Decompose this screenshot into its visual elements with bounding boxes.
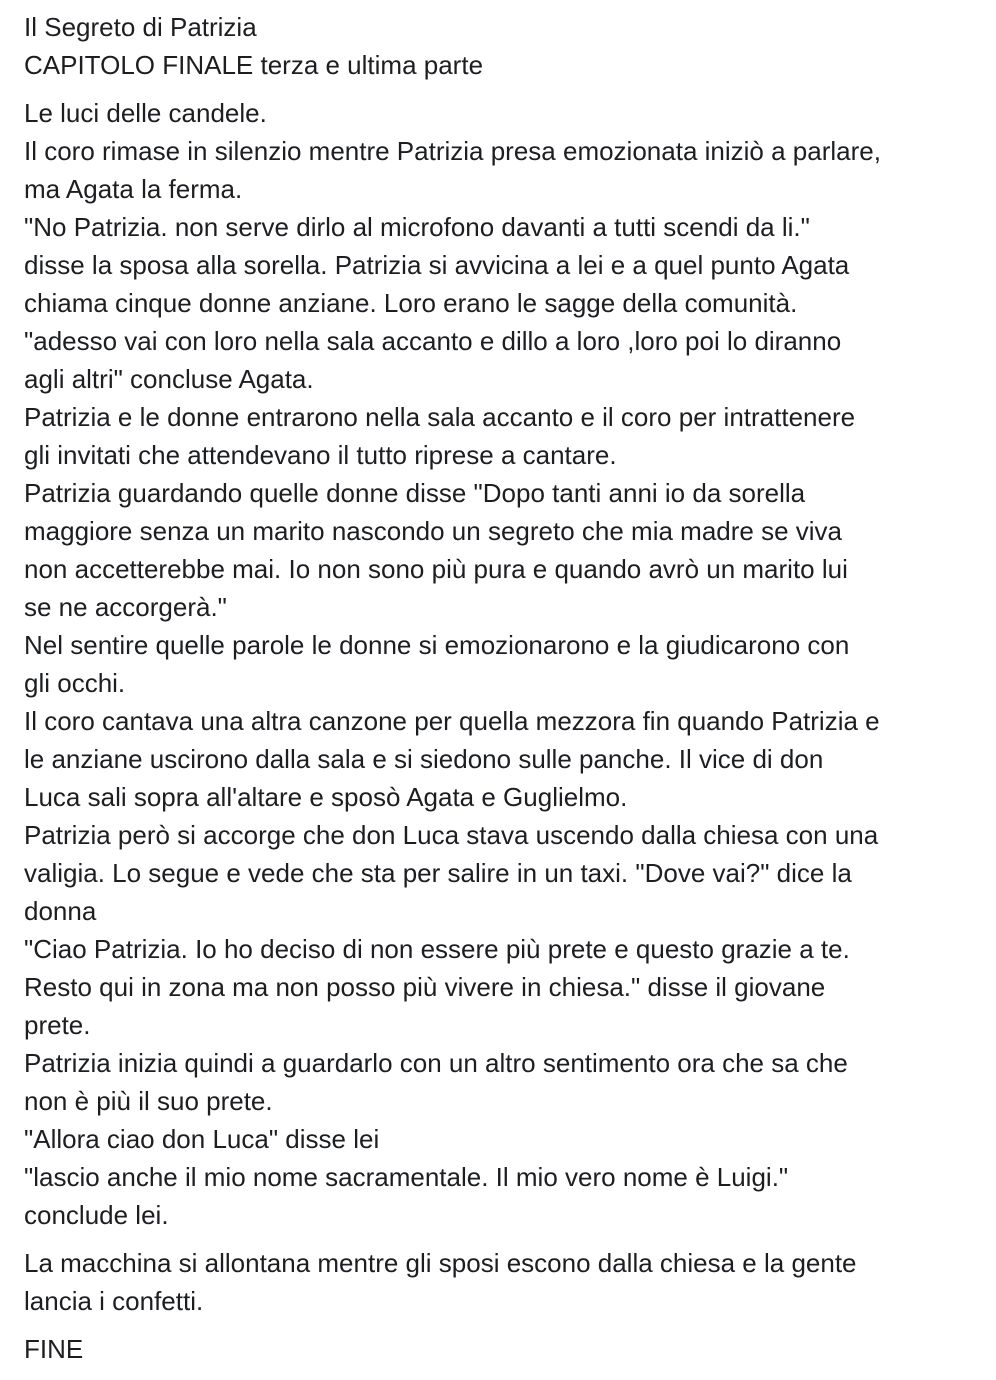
post-title: Il Segreto di Patrizia xyxy=(24,12,257,42)
story-closing xyxy=(24,1244,984,1320)
end-label: FINE xyxy=(24,1334,84,1364)
post-text xyxy=(24,8,984,1368)
story-line: Luca sali sopra all'altare e sposò Agata e Guglielmo. xyxy=(24,782,628,812)
story-line: chiama cinque donne anziane. Loro erano le sagge della comunità. xyxy=(24,288,798,318)
story-line: maggiore senza un marito nascondo un segreto che mia madre se viva xyxy=(24,516,842,546)
story-line: Il coro cantava una altra canzone per quella mezzora fin quando Patrizia e xyxy=(24,706,880,736)
story-line: disse la sposa alla sorella. Patrizia si avvicina a lei e a quel punto Agata xyxy=(24,250,850,280)
story-line: non è più il suo prete. xyxy=(24,1086,273,1116)
story-line: conclude lei. xyxy=(24,1200,169,1230)
story-line: "adesso vai con loro nella sala accanto e dillo a loro ,loro poi lo diranno xyxy=(24,326,842,356)
story-line: Le luci delle candele. xyxy=(24,98,267,128)
story-line: Patrizia inizia quindi a guardarlo con un altro sentimento ora che sa che xyxy=(24,1048,848,1078)
story-line: agli altri" concluse Agata. xyxy=(24,364,314,394)
story-line: gli invitati che attendevano il tutto riprese a cantare. xyxy=(24,440,617,470)
story-line: ma Agata la ferma. xyxy=(24,174,243,204)
story-line: non accetterebbe mai. Io non sono più pura e quando avrò un marito lui xyxy=(24,554,848,584)
story-line: "No Patrizia. non serve dirlo al microfono davanti a tutti scendi da li." xyxy=(24,212,810,242)
post-header xyxy=(24,8,984,84)
story-line: "Allora ciao don Luca" disse lei xyxy=(24,1124,380,1154)
story-line: gli occhi. xyxy=(24,668,126,698)
closing-line: lancia i confetti. xyxy=(24,1286,204,1316)
story-line: Resto qui in zona ma non posso più vivere in chiesa." disse il giovane xyxy=(24,972,826,1002)
post-subtitle: CAPITOLO FINALE terza e ultima parte xyxy=(24,50,484,80)
story-line: prete. xyxy=(24,1010,91,1040)
story-line: Patrizia guardando quelle donne disse "Dopo tanti anni io da sorella xyxy=(24,478,806,508)
story-line: Patrizia però si accorge che don Luca stava uscendo dalla chiesa con una xyxy=(24,820,879,850)
story-body xyxy=(24,94,984,1234)
closing-line: La macchina si allontana mentre gli sposi escono dalla chiesa e la gente xyxy=(24,1248,857,1278)
story-line: se ne accorgerà." xyxy=(24,592,227,622)
story-line: Patrizia e le donne entrarono nella sala accanto e il coro per intrattenere xyxy=(24,402,856,432)
story-line: valigia. Lo segue e vede che sta per salire in un taxi. "Dove vai?" dice la xyxy=(24,858,852,888)
story-line: "Ciao Patrizia. Io ho deciso di non essere più prete e questo grazie a te. xyxy=(24,934,850,964)
story-line: donna xyxy=(24,896,97,926)
story-line: Nel sentire quelle parole le donne si emozionarono e la giudicarono con xyxy=(24,630,850,660)
story-line: "lascio anche il mio nome sacramentale. Il mio vero nome è Luigi." xyxy=(24,1162,789,1192)
story-line: Il coro rimase in silenzio mentre Patrizia presa emozionata iniziò a parlare, xyxy=(24,136,881,166)
story-line: le anziane uscirono dalla sala e si siedono sulle panche. Il vice di don xyxy=(24,744,824,774)
story-end xyxy=(24,1330,984,1368)
